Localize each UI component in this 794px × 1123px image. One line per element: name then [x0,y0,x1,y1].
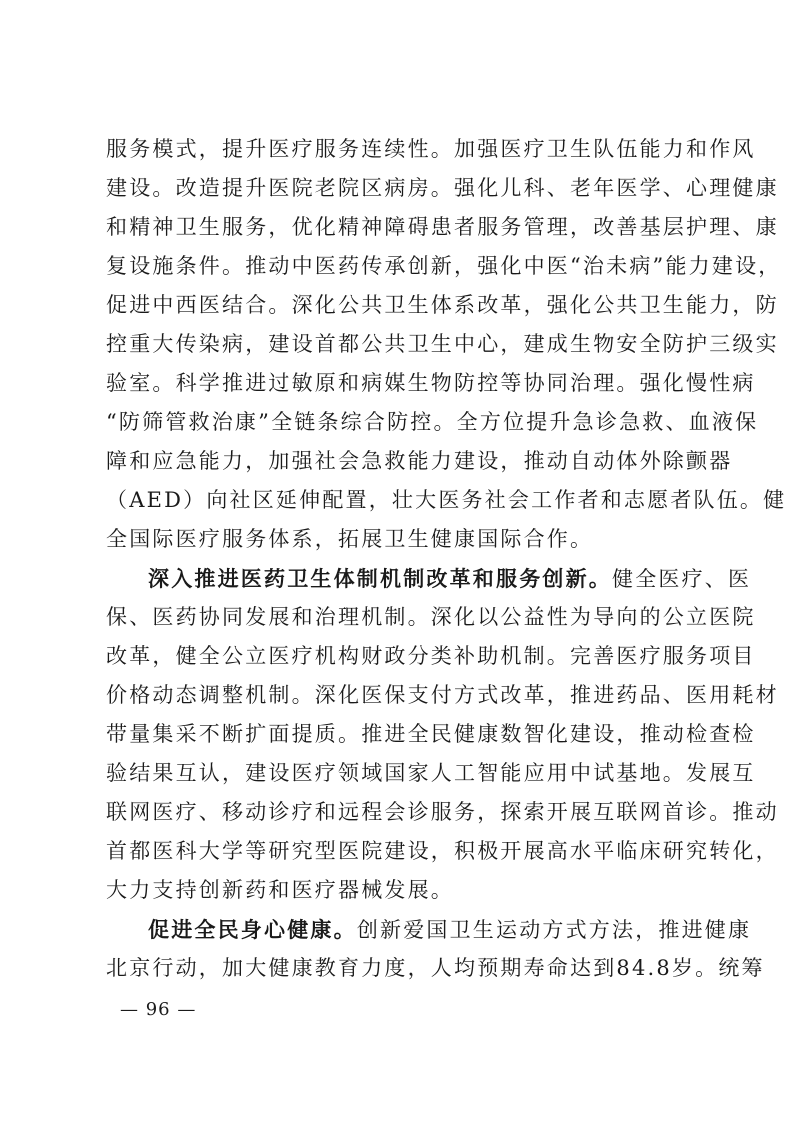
text-line: “防筛管救治康”全链条综合防控。全方位提升急诊急救、血液保 [106,410,759,434]
text-line: 改革，健全公立医疗机构财政分类补助机制。完善医疗服务项目 [106,644,756,668]
text-line: 服务模式，提升医疗服务连续性。加强医疗卫生队伍能力和作风 [106,137,756,161]
text-line: 带量集采不断扩面提质。推进全民健康数智化建设，推动检查检 [106,722,756,746]
text-line: 控重大传染病，建设首都公共卫生中心，建成生物安全防护三级实 [106,332,779,356]
page-number: — 96 — [120,999,197,1020]
text-line: 建设。改造提升医院老院区病房。强化儿科、老年医学、心理健康 [106,176,779,200]
text-line: 首都医科大学等研究型医院建设，积极开展高水平临床研究转化， [106,839,779,863]
paragraph-2 [106,559,779,910]
text-line: 和精神卫生服务，优化精神障碍患者服务管理，改善基层护理、康 [106,215,779,239]
document-body [106,130,787,988]
text-line: 大力支持创新药和医疗器械发展。 [106,878,454,902]
text-line: 全国际医疗服务体系，拓展卫生健康国际合作。 [106,527,594,551]
text-segment: 创新爱国卫生运动方式方法，推进健康 [356,918,752,942]
text-line [106,559,752,598]
text-line: 验结果互认，建设医疗领域国家人工智能应用中试基地。发展互 [106,761,756,785]
text-line: 促进中西医结合。深化公共卫生体系改革，强化公共卫生能力，防 [106,293,779,317]
text-line: 保、医药协同发展和治理机制。深化以公益性为导向的公立医院 [106,605,756,629]
text-line: 北京行动，加大健康教育力度，人均预期寿命达到84.8岁。统筹 [106,956,765,980]
text-segment: 健全医疗、医 [612,567,752,591]
text-line: 复设施条件。推动中医药传承创新，强化中医“治未病”能力建设， [106,254,782,278]
text-line [106,910,752,949]
text-line: 障和应急能力，加强社会急救能力建设，推动自动体外除颤器 [106,449,733,473]
paragraph-heading: 深入推进医药卫生体制机制改革和服务创新。 [148,566,612,591]
text-line: （AED）向社区延伸配置，壮大医务社会工作者和志愿者队伍。健 [106,488,787,512]
paragraph-3 [106,910,765,988]
text-line: 验室。科学推进过敏原和病媒生物防控等协同治理。强化慢性病 [106,371,756,395]
text-line: 联网医疗、移动诊疗和远程会诊服务，探索开展互联网首诊。推动 [106,800,779,824]
text-line: 价格动态调整机制。深化医保支付方式改革，推进药品、医用耗材 [106,683,779,707]
paragraph-1 [106,130,787,559]
paragraph-heading: 促进全民身心健康。 [148,917,357,942]
